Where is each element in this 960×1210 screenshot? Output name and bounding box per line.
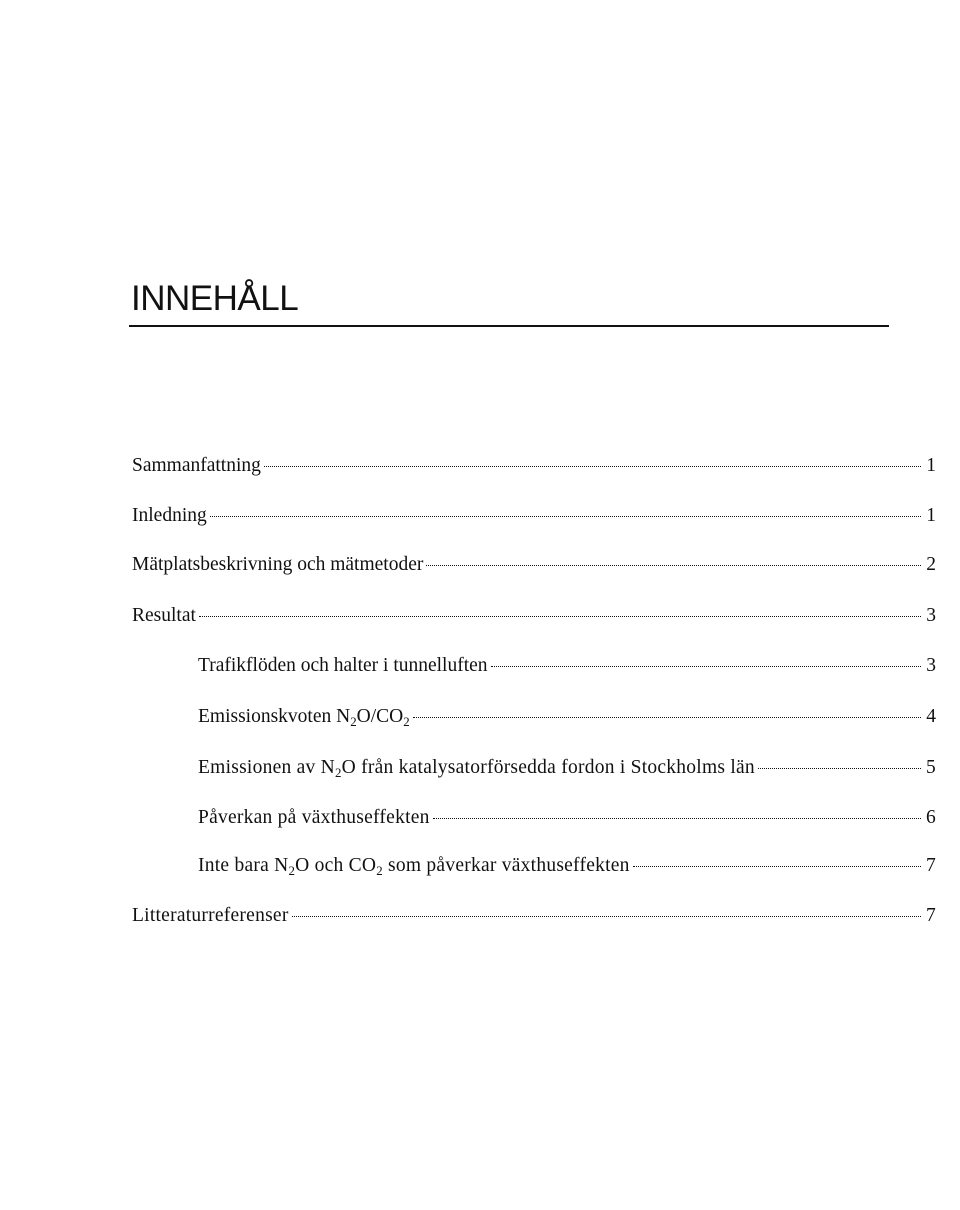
- toc-page-number: 7: [926, 855, 936, 876]
- toc-leader-dots: [210, 516, 921, 517]
- toc-leader-dots: [292, 916, 921, 917]
- toc-entry-emissionen-n2o[interactable]: [198, 755, 936, 781]
- toc-leader-dots: [264, 466, 921, 467]
- toc-page-number: 5: [926, 757, 936, 778]
- toc-leader-dots: [413, 717, 921, 718]
- toc-entry-paverkan[interactable]: [198, 805, 936, 831]
- toc-entry-label: Trafikflöden och halter i tunnelluften: [198, 655, 488, 676]
- toc-leader-dots: [433, 818, 921, 819]
- toc-page-number: 3: [926, 605, 936, 626]
- toc-entry-inte-bara[interactable]: [198, 853, 936, 879]
- toc-entry-inledning[interactable]: [132, 503, 936, 529]
- toc-leader-dots: [633, 866, 921, 867]
- toc-entry-label: Emissionen av $N_2O$ från katalysatorförsedda fordon i Stockholms län: [198, 757, 755, 780]
- toc-entry-label: Resultat: [132, 605, 196, 626]
- toc-leader-dots: [426, 565, 921, 566]
- toc-entry-matplatsbeskrivning[interactable]: [132, 552, 936, 578]
- toc-page-number: 1: [926, 455, 936, 476]
- toc-page-number: 4: [926, 706, 936, 727]
- toc-entry-trafikfloden[interactable]: [198, 653, 936, 679]
- toc-entry-sammanfattning[interactable]: [132, 453, 936, 479]
- toc-entry-label: Emissionskvoten $N_2O/CO_2$: [198, 706, 410, 729]
- toc-entry-label: Inledning: [132, 505, 207, 526]
- toc-page-number: 3: [926, 655, 936, 676]
- toc-page-number: 6: [926, 807, 936, 828]
- toc-entry-label: Litteraturreferenser: [132, 905, 289, 926]
- toc-entry-resultat[interactable]: [132, 603, 936, 629]
- page-title: INNEHÅLL: [131, 279, 299, 318]
- toc-page-number: 2: [926, 554, 936, 575]
- toc-entry-label: Sammanfattning: [132, 455, 261, 476]
- toc-entry-label: Mätplatsbeskrivning och mätmetoder: [132, 554, 424, 575]
- toc-page-number: 1: [926, 505, 936, 526]
- toc-entry-emissionskvoten[interactable]: [198, 704, 936, 730]
- toc-entry-label: Påverkan på växthuseffekten: [198, 807, 430, 828]
- toc-page-number: 7: [926, 905, 936, 926]
- toc-leader-dots: [758, 768, 921, 769]
- toc-leader-dots: [491, 666, 921, 667]
- toc-entry-label: Inte bara $N_2O$ och $CO_2$ som påverkar växthuseffekten: [198, 855, 630, 878]
- toc-leader-dots: [199, 616, 921, 617]
- toc-entry-litteraturreferenser[interactable]: [132, 903, 936, 929]
